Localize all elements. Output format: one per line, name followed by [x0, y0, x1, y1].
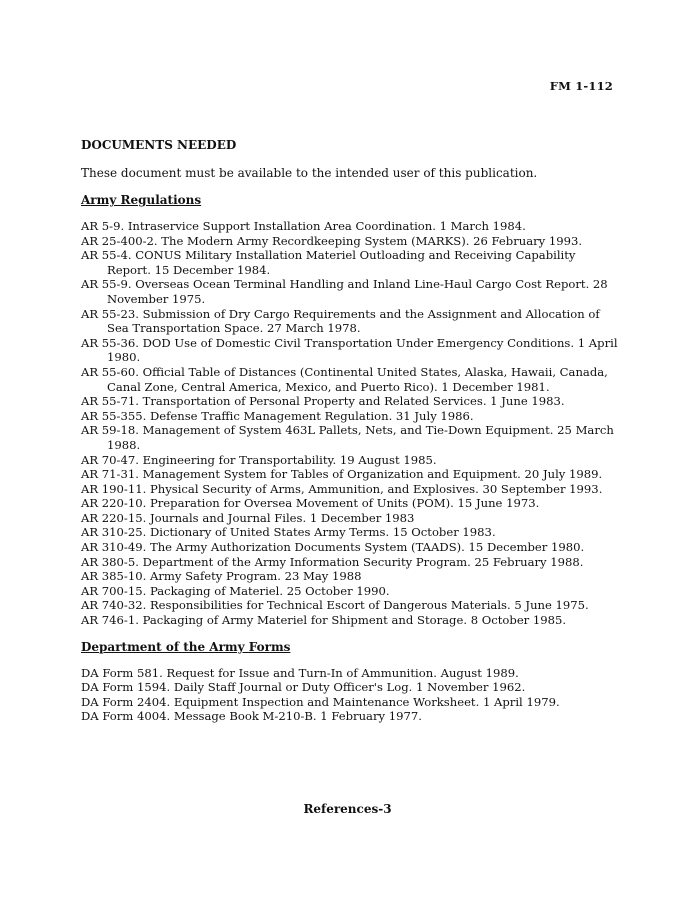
document-id: FM 1-112 [549, 79, 613, 93]
regulation-entry: AR 700-15. Packaging of Materiel. 25 October 1990. [81, 583, 390, 598]
section-intro: These document must be available to the intended user of this publication. [81, 166, 538, 180]
references-content [81, 137, 621, 724]
form-entry: DA Form 581. Request for Issue and Turn-In of Ammunition. August 1989. [81, 665, 519, 680]
regulation-entry: AR 385-10. Army Safety Program. 23 May 1988 [81, 569, 362, 584]
regulation-entry: AR 190-11. Physical Security of Arms, Ammunition, and Explosives. 30 September 1993. [81, 481, 603, 496]
section-title: DOCUMENTS NEEDED [81, 138, 237, 152]
regulation-entry: AR 310-49. The Army Authorization Documents System (TAADS). 15 December 1980. [81, 540, 585, 555]
form-entry: DA Form 4004. Message Book M-210-B. 1 February 1977. [81, 709, 422, 724]
regulation-entry: AR 55-9. Overseas Ocean Terminal Handling and Inland Line-Haul Cargo Cost Report. 28 November 1975. [81, 277, 608, 306]
army-regulations-heading: Army Regulations [81, 193, 202, 207]
regulation-entry: AR 55-23. Submission of Dry Cargo Requirements and the Assignment and Allocation of Sea Transportation Space. 27 March 1978. [81, 306, 600, 336]
regulation-entry: AR 740-32. Responsibilities for Technical Escort of Dangerous Materials. 5 June 1975. [81, 598, 589, 613]
page-footer: References-3 [303, 802, 392, 816]
regulation-entry: AR 310-25. Dictionary of United States Army Terms. 15 October 1983. [81, 525, 496, 540]
regulation-entry: AR 55-60. Official Table of Distances (Continental United States, Alaska, Hawaii, Canada, Canal Zone, Central America, Mexico, and Puerto Rico). 1 December 1981. [81, 364, 608, 394]
da-forms-heading: Department of the Army Forms [81, 639, 291, 654]
da-forms-section [81, 628, 621, 724]
army-regulations-section [81, 181, 621, 628]
regulation-entry: AR 71-31. Management System for Tables of Organization and Equipment. 20 July 1989. [81, 467, 603, 482]
form-entry: DA Form 2404. Equipment Inspection and Maintenance Worksheet. 1 April 1979. [81, 694, 560, 709]
form-entry: DA Form 1594. Daily Staff Journal or Duty Officer's Log. 1 November 1962. [81, 680, 526, 695]
regulation-entry: AR 5-9. Intraservice Support Installation Area Coordination. 1 March 1984. [81, 219, 526, 233]
regulation-entry: AR 25-400-2. The Modern Army Recordkeeping System (MARKS). 26 February 1993. [81, 233, 583, 248]
army-regulations-list [81, 219, 621, 628]
regulation-entry: AR 55-355. Defense Traffic Management Regulation. 31 July 1986. [81, 408, 474, 423]
da-forms-list [81, 666, 621, 724]
regulation-entry: AR 55-4. CONUS Military Installation Materiel Outloading and Receiving Capability Report. 15 December 1984. [81, 248, 576, 277]
regulation-entry: AR 220-15. Journals and Journal Files. 1 December 1983 [81, 510, 415, 525]
regulation-entry: AR 220-10. Preparation for Oversea Movement of Units (POM). 15 June 1973. [81, 496, 540, 511]
regulation-entry: AR 70-47. Engineering for Transportability. 19 August 1985. [81, 452, 437, 467]
regulation-entry: AR 55-36. DOD Use of Domestic Civil Transportation Under Emergency Conditions. 1 April 1980. [81, 335, 618, 365]
regulation-entry: AR 380-5. Department of the Army Information Security Program. 25 February 1988. [81, 554, 584, 569]
regulation-entry: AR 746-1. Packaging of Army Materiel for Shipment and Storage. 8 October 1985. [81, 613, 567, 628]
regulation-entry: AR 59-18. Management of System 463L Pallets, Nets, and Tie-Down Equipment. 25 March 1988. [81, 423, 614, 452]
regulation-entry: AR 55-71. Transportation of Personal Property and Related Services. 1 June 1983. [81, 394, 565, 409]
